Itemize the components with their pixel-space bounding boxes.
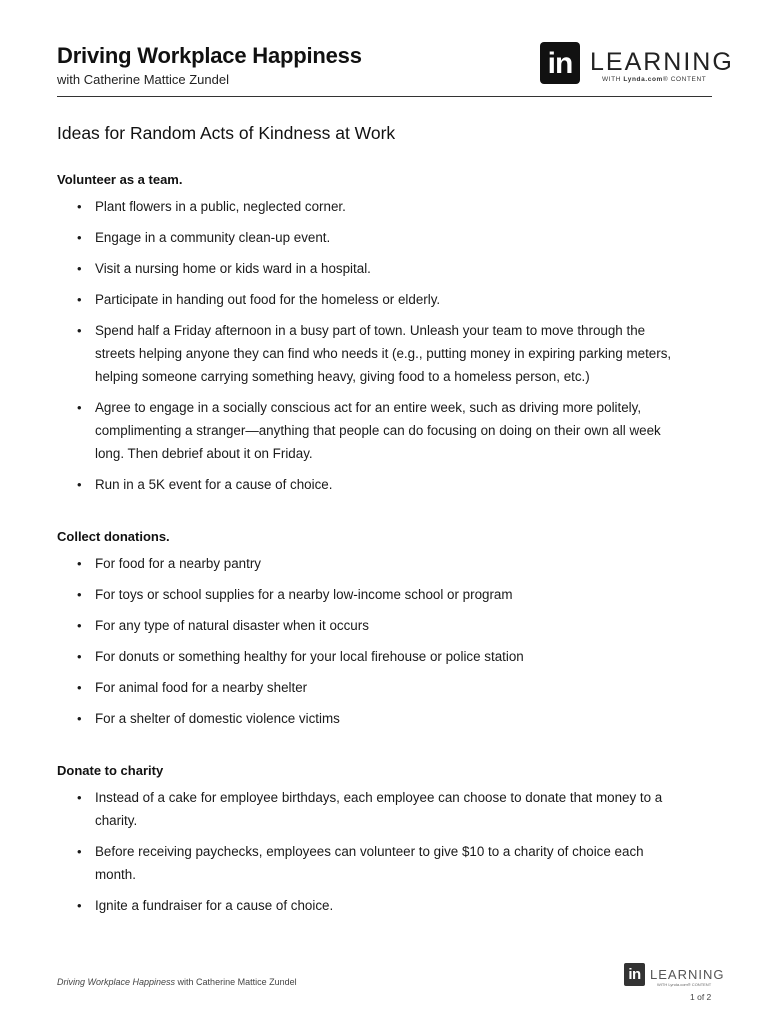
section-donations: [57, 529, 677, 738]
section-charity: [57, 763, 677, 925]
bullet-list: [57, 786, 677, 917]
bullet-icon: •: [77, 790, 82, 805]
bullet-icon: •: [77, 898, 82, 913]
list-item: • For a shelter of domestic violence victims: [57, 707, 677, 730]
list-item: • Run in a 5K event for a cause of choice.: [57, 473, 677, 496]
list-item: • For any type of natural disaster when it occurs: [57, 614, 677, 637]
bullet-list: [57, 195, 677, 496]
footer-brand-subtitle: WITH Lynda.com® CONTENT: [657, 982, 712, 987]
list-item: • For toys or school supplies for a nearby low-income school or program: [57, 583, 677, 606]
footer-course-credit: Driving Workplace Happiness with Catherine Mattice Zundel: [57, 977, 297, 987]
bullet-icon: •: [77, 618, 82, 633]
list-item: • Participate in handing out food for the homeless or elderly.: [57, 288, 677, 311]
list-item: • Ignite a fundraiser for a cause of choice.: [57, 894, 677, 917]
list-item: • Instead of a cake for employee birthdays, each employee can choose to donate that money to a charity.: [57, 786, 677, 832]
bullet-icon: •: [77, 400, 82, 415]
bullet-icon: •: [77, 587, 82, 602]
course-author: with Catherine Mattice Zundel: [57, 72, 229, 87]
footer-linkedin-learning-logo: [624, 963, 724, 989]
linkedin-in-icon: in: [624, 963, 645, 986]
linkedin-learning-logo: [540, 42, 734, 86]
bullet-icon: •: [77, 261, 82, 276]
section-heading: Donate to charity: [57, 763, 164, 778]
page-header: [57, 42, 734, 97]
bullet-icon: •: [77, 556, 82, 571]
bullet-icon: •: [77, 292, 82, 307]
bullet-icon: •: [77, 649, 82, 664]
list-item: • Engage in a community clean-up event.: [57, 226, 677, 249]
bullet-icon: •: [77, 323, 82, 338]
footer-brand-word: LEARNING: [650, 967, 725, 982]
list-item: • Spend half a Friday afternoon in a busy part of town. Unleash your team to move through the streets helping anyone they can find who needs it (e.g., putting money in expiring parking meters, helping someone carrying something heavy, giving food to a homeless person, etc.): [57, 319, 677, 388]
bullet-icon: •: [77, 844, 82, 859]
list-item: • Plant flowers in a public, neglected corner.: [57, 195, 677, 218]
brand-subtitle: WITH Lynda.com® CONTENT: [602, 76, 707, 83]
list-item: • For animal food for a nearby shelter: [57, 676, 677, 699]
bullet-icon: •: [77, 711, 82, 726]
bullet-icon: •: [77, 199, 82, 214]
list-item: • Before receiving paychecks, employees can volunteer to give $10 to a charity of choice each month.: [57, 840, 677, 886]
section-volunteer: [57, 172, 677, 504]
list-item: • Visit a nursing home or kids ward in a hospital.: [57, 257, 677, 280]
bullet-list: [57, 552, 677, 730]
section-heading: Collect donations.: [57, 529, 170, 544]
list-item: • For food for a nearby pantry: [57, 552, 677, 575]
course-title: Driving Workplace Happiness: [57, 43, 362, 68]
list-item: • Agree to engage in a socially conscious act for an entire week, such as driving more politely, complimenting a stranger—anything that people can do focusing on doing on their own all week long. Then debrief about it on Friday.: [57, 396, 677, 465]
linkedin-in-icon: in: [540, 42, 580, 84]
page-number: 1 of 2: [690, 992, 712, 1002]
brand-word: LEARNING: [590, 48, 734, 76]
list-item: • For donuts or something healthy for your local firehouse or police station: [57, 645, 677, 668]
bullet-icon: •: [77, 680, 82, 695]
bullet-icon: •: [77, 230, 82, 245]
bullet-icon: •: [77, 477, 82, 492]
section-heading: Volunteer as a team.: [57, 172, 183, 187]
document-title: Ideas for Random Acts of Kindness at Work: [57, 123, 396, 143]
